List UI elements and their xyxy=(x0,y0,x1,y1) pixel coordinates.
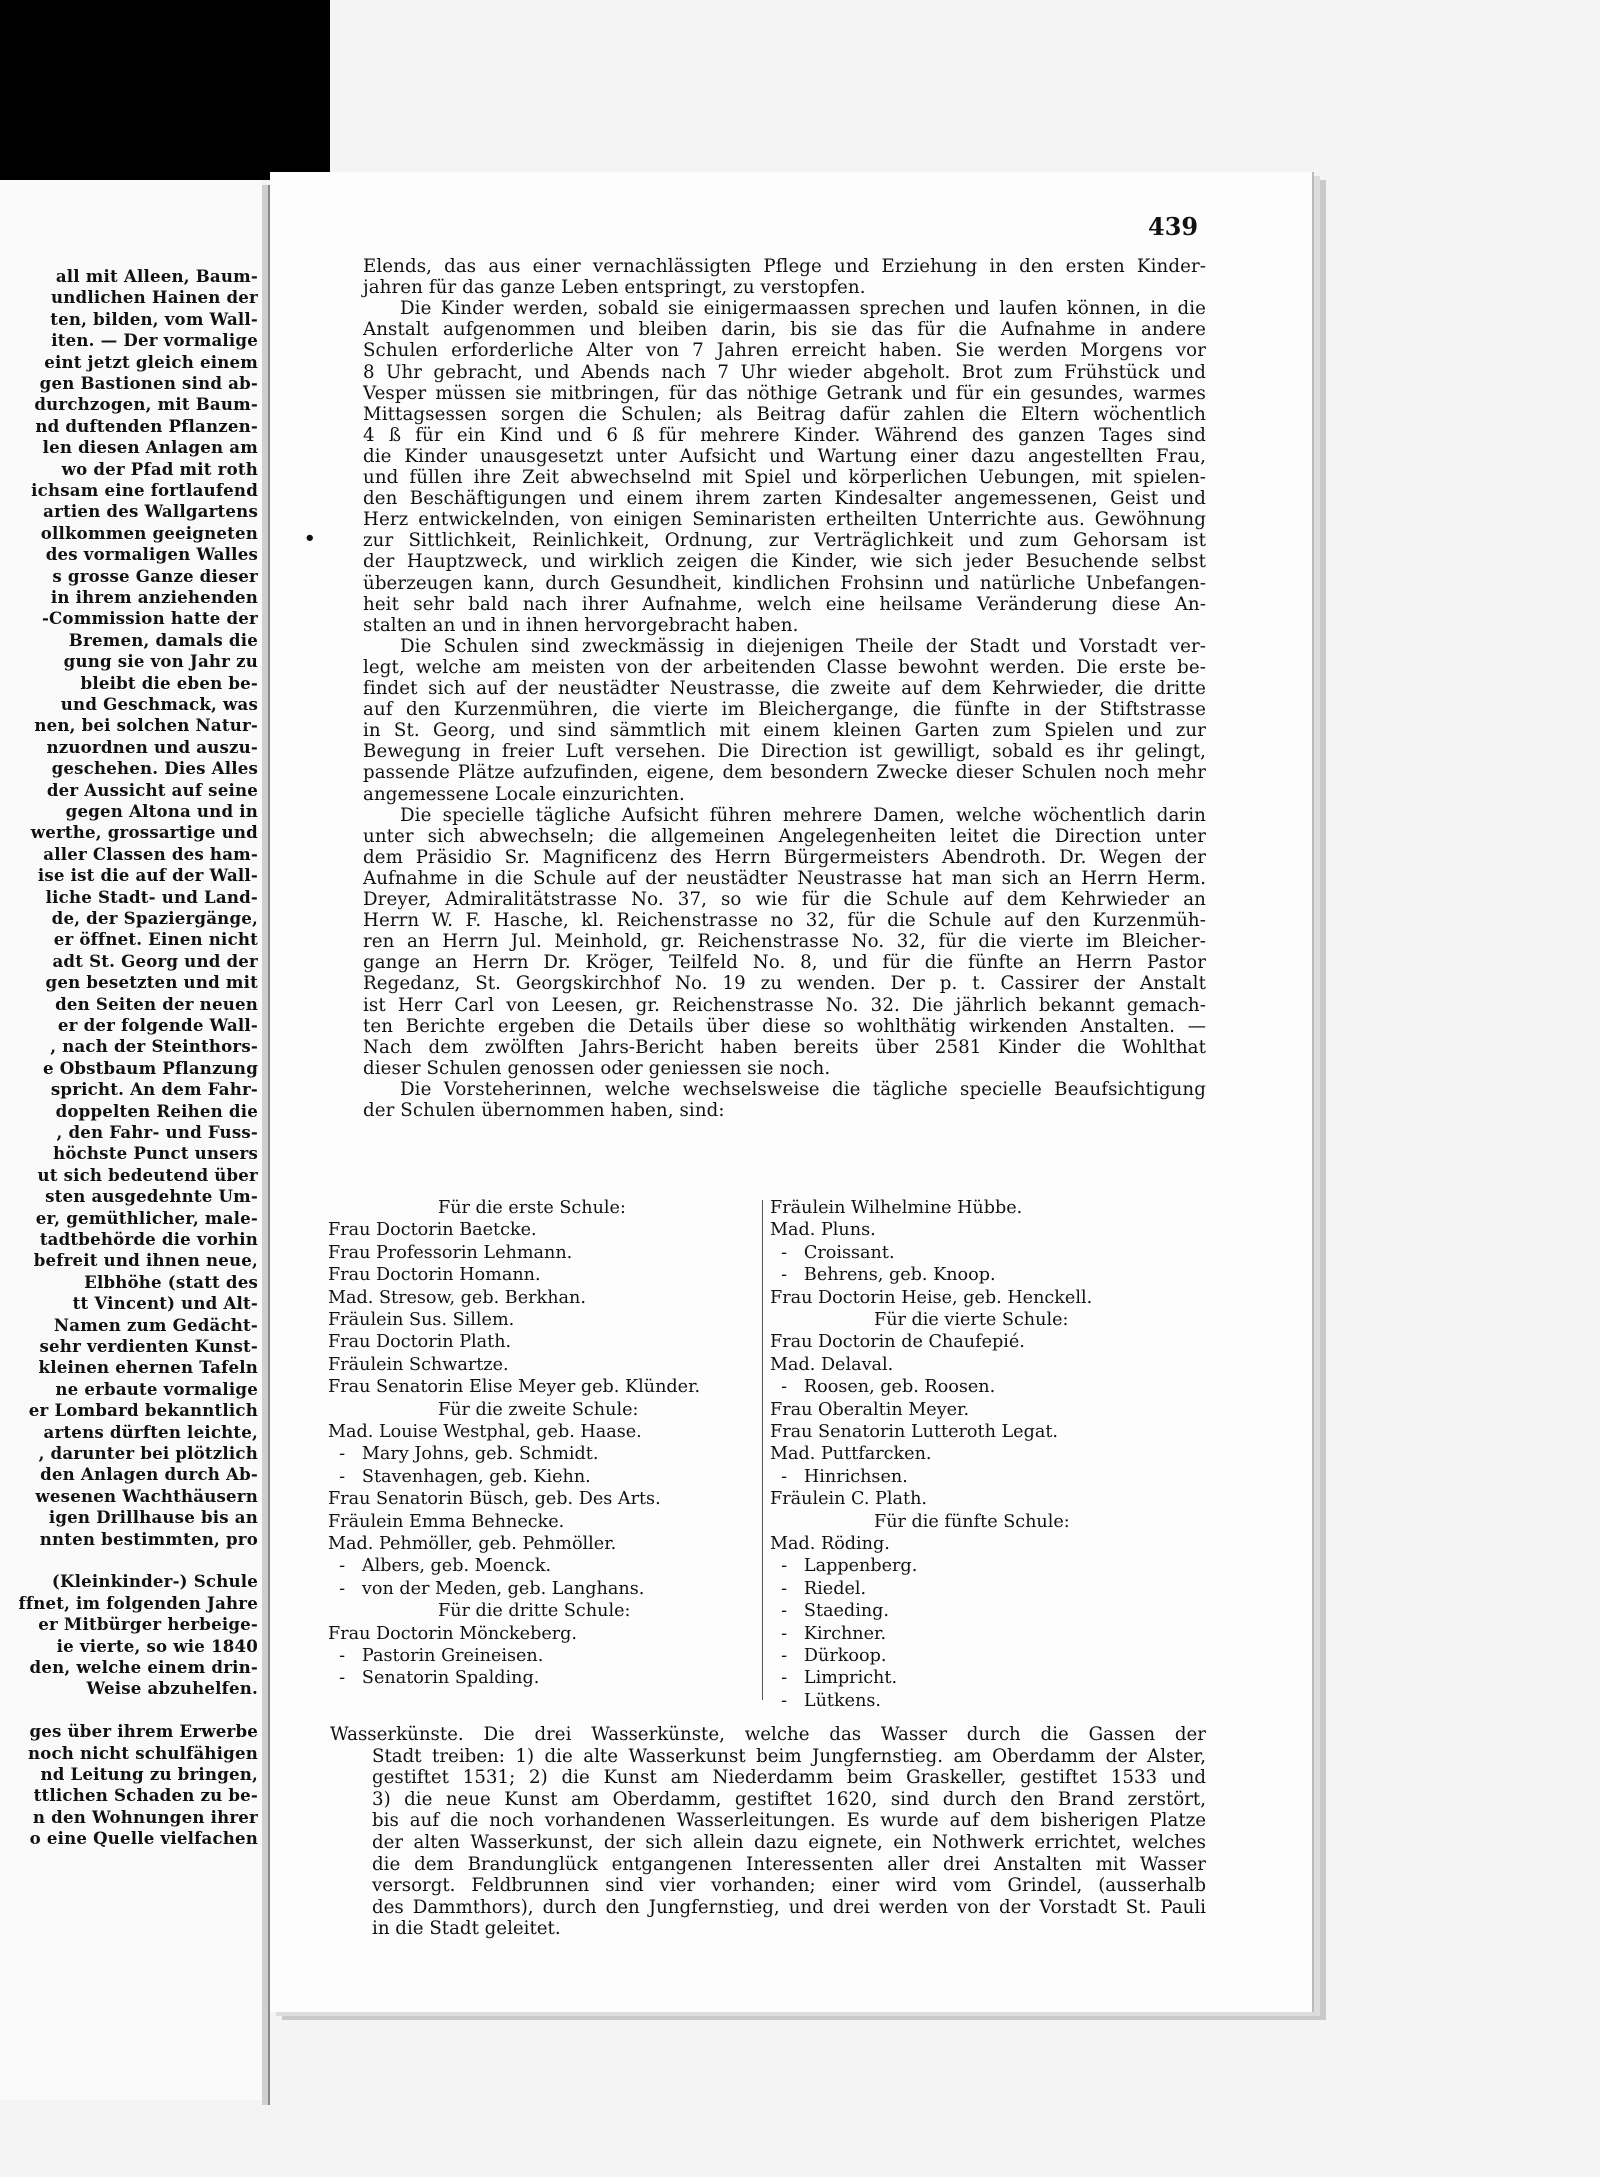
left-page-line: igen Drillhause bis an xyxy=(48,1507,258,1528)
body-line: Herz entwickelnden, von einigen Seminaristen ertheilten Unterrichte aus. Gewöhnung xyxy=(363,509,1206,531)
left-page-line: tt Vincent) und Alt- xyxy=(72,1293,258,1314)
left-page-line: (Kleinkinder-) Schule xyxy=(51,1571,258,1592)
left-page-line: gegen Altona und in xyxy=(65,801,258,821)
body-line: ten Berichte ergeben die Details über diese so wohlthätig wirkenden Anstalten. — xyxy=(363,1015,1206,1037)
body-line: Bewegung in freier Luft versehen. Die Direction ist gewilligt, sobald es ihr gelingt, xyxy=(363,741,1206,763)
body-line: und füllen ihre Zeit abwechselnd mit Spiel und körperlichen Uebungen, mit spielen- xyxy=(363,467,1206,488)
left-page-line: , darunter bei plötzlich xyxy=(38,1443,258,1463)
left-page-line: ffnet, im folgenden Jahre xyxy=(18,1592,258,1613)
body-line: 4 ß für ein Kind und 6 ß für mehrere Kinder. Während des ganzen Tages sind xyxy=(363,424,1206,446)
left-page-line: noch nicht schulfähigen xyxy=(27,1742,258,1763)
left-page-line: undlichen Hainen der xyxy=(50,287,258,308)
left-page-line: Elbhöhe (statt des xyxy=(84,1271,258,1292)
body-line: zur Sittlichkeit, Reinlichkeit, Ordnung, zur Verträglichkeit und zum Gehorsam ist xyxy=(363,530,1206,552)
list-item: - Kirchner. xyxy=(770,1623,887,1644)
list-item: Mad. Louise Westphal, geb. Haase. xyxy=(328,1422,642,1442)
body-line: gange an Herrn Dr. Kröger, Teilfeld No. 8, und für die fünfte an Herrn Pastor xyxy=(363,952,1206,974)
left-page-fragment xyxy=(0,180,262,2100)
left-page-line: ten, bilden, vom Wall- xyxy=(50,308,258,329)
body-line: Die Vorsteherinnen, welche wechselsweise die tägliche specielle Beaufsichtigung xyxy=(400,1078,1206,1100)
left-page-line: ichsam eine fortlaufend xyxy=(31,480,258,500)
left-page-line: all mit Alleen, Baum- xyxy=(55,266,258,286)
list-item: - Dürkoop. xyxy=(770,1646,887,1666)
body-line: auf den Kurzenmühren, die vierte im Bleichergange, die fünfte in der Stiftstrasse xyxy=(363,699,1206,721)
list-item: - von der Meden, geb. Langhans. xyxy=(328,1578,645,1599)
list-item: - Senatorin Spalding. xyxy=(328,1668,540,1689)
list-item: - Stavenhagen, geb. Kiehn. xyxy=(328,1466,591,1487)
left-page-line: Bremen, damals die xyxy=(68,629,258,650)
list-item: Fräulein Schwartze. xyxy=(328,1354,509,1375)
bottom-line: der alten Wasserkunst, der sich allein dazu eignete, ein Nothwerk errichtet, welches xyxy=(372,1832,1206,1853)
left-page-line: s grosse Ganze dieser xyxy=(52,565,258,586)
list-item: Frau Doctorin Homann. xyxy=(328,1265,541,1286)
body-line: heit sehr bald nach ihrer Aufnahme, welch eine heilsame Veränderung diese An- xyxy=(363,593,1206,615)
margin-mark: • xyxy=(304,528,316,549)
left-page-line: den Seiten der neuen xyxy=(55,993,258,1014)
list-item: - Lappenberg. xyxy=(770,1556,918,1577)
left-page-line: nnten bestimmten, pro xyxy=(39,1528,258,1549)
body-line: unter sich abwechseln; die allgemeinen Angelegenheiten leitet die Direction unter xyxy=(363,825,1206,847)
body-line: überzeugen kann, durch Gesundheit, kindlichen Frohsinn und natürliche Unbefangen- xyxy=(363,572,1206,594)
left-page-line: ise ist die auf der Wall- xyxy=(37,865,258,886)
bottom-line: die dem Brandunglück entgangenen Interessenten aller drei Anstalten mit Wasser xyxy=(372,1853,1206,1875)
body-line: Dreyer, Admiralitätstrasse No. 37, so wie für die Schule auf dem Kehrwieder an xyxy=(363,889,1206,910)
left-page-line: des vormaligen Walles xyxy=(45,544,258,565)
left-page-line: er Mitbürger herbeige- xyxy=(38,1614,258,1635)
body-line: der Schulen übernommen haben, sind: xyxy=(363,1100,725,1121)
left-page-line: er Lombard bekanntlich xyxy=(28,1400,258,1421)
bottom-line: gestiftet 1531; 2) die Kunst am Niederdamm beim Graskeller, gestiftet 1533 und xyxy=(372,1767,1206,1789)
list-item: - Behrens, geb. Knoop. xyxy=(770,1265,996,1286)
list-item: Frau Doctorin Heise, geb. Henckell. xyxy=(770,1287,1093,1308)
page-number: 439 xyxy=(1148,212,1199,241)
body-line: passende Plätze aufzufinden, eigene, dem besondern Zwecke dieser Schulen noch mehr xyxy=(363,762,1206,784)
school-heading: Für die zweite Schule: xyxy=(438,1399,639,1420)
left-page-line: -Commission hatte der xyxy=(41,608,258,629)
left-page-line: ges über ihrem Erwerbe xyxy=(29,1721,258,1742)
list-item: Fräulein Emma Behnecke. xyxy=(328,1511,565,1532)
body-line: die Kinder unausgesetzt unter Aufsicht und Wartung einer dazu angestellten Frau, xyxy=(363,445,1206,467)
list-item: Mad. Puttfarcken. xyxy=(770,1444,932,1465)
list-item: Frau Doctorin Mönckeberg. xyxy=(328,1623,578,1644)
list-item: Fräulein Wilhelmine Hübbe. xyxy=(770,1198,1023,1218)
list-item: Mad. Röding. xyxy=(770,1534,890,1554)
list-item: Frau Senatorin Büsch, geb. Des Arts. xyxy=(328,1489,661,1510)
list-item: Mad. Delaval. xyxy=(770,1354,894,1375)
left-page-line: aller Classen des ham- xyxy=(43,843,258,864)
body-line: legt, welche am meisten von der arbeitenden Classe bewohnt werden. Die erste be- xyxy=(363,656,1206,678)
left-page-line: Weise abzuhelfen. xyxy=(86,1678,258,1699)
bottom-line: des Dammthors), durch den Jungfernstieg, und drei werden von der Vorstadt St. Pauli xyxy=(372,1896,1206,1918)
body-line: findet sich auf der neustädter Neustrasse, die zweite auf dem Kehrwieder, die dritte xyxy=(363,678,1206,699)
body-line: Herrn W. F. Hasche, kl. Reichenstrasse no 32, für die Schule auf den Kurzenmüh- xyxy=(363,910,1206,932)
left-page-line: n den Wohnungen ihrer xyxy=(32,1806,258,1827)
bottom-line: Stadt treiben: 1) die alte Wasserkunst beim Jungfernstieg. am Oberdamm der Alster, xyxy=(372,1745,1206,1767)
left-page-line: er öffnet. Einen nicht xyxy=(53,929,258,950)
list-item: - Hinrichsen. xyxy=(770,1466,908,1487)
list-item: - Croissant. xyxy=(770,1242,895,1263)
left-page-line: gen besetzten und mit xyxy=(45,972,258,993)
left-page-line: de, der Spaziergänge, xyxy=(51,908,258,928)
list-item: Mad. Stresow, geb. Berkhan. xyxy=(328,1287,586,1308)
list-item: Frau Oberaltin Meyer. xyxy=(770,1399,970,1420)
school-heading: Für die dritte Schule: xyxy=(438,1601,631,1622)
list-item: - Albers, geb. Moenck. xyxy=(328,1556,552,1577)
list-item: - Mary Johns, geb. Schmidt. xyxy=(328,1444,599,1465)
list-item: Fräulein C. Plath. xyxy=(770,1489,927,1510)
left-page-line: , nach der Steinthors- xyxy=(50,1036,258,1057)
list-item: Mad. Pehmöller, geb. Pehmöller. xyxy=(328,1534,617,1554)
left-page-line: und Geschmack, was xyxy=(60,694,258,714)
left-page-line: ttlichen Schaden zu be- xyxy=(33,1785,258,1806)
left-page-line: durchzogen, mit Baum- xyxy=(34,394,258,415)
body-line: in St. Georg, und sind sämmtlich mit einem kleinen Garten zum Spielen und zur xyxy=(363,720,1206,742)
left-page-line: spricht. An dem Fahr- xyxy=(50,1079,258,1100)
list-item: Frau Senatorin Elise Meyer geb. Klünder. xyxy=(328,1377,701,1398)
left-page-line: kleinen ehernen Tafeln xyxy=(38,1357,258,1378)
list-item: Frau Doctorin Plath. xyxy=(328,1332,512,1353)
body-line: Die Schulen sind zweckmässig in diejenigen Theile der Stadt und Vorstadt ver- xyxy=(400,635,1206,657)
left-page-line: eint jetzt gleich einem xyxy=(44,351,258,372)
bottom-line: Wasserkünste. Die drei Wasserkünste, welche das Wasser durch die Gassen der xyxy=(330,1724,1206,1745)
list-item: - Staeding. xyxy=(770,1601,890,1622)
left-page-line: ollkommen geeigneten xyxy=(40,522,258,543)
list-item: - Roosen, geb. Roosen. xyxy=(770,1377,996,1398)
body-line: Die specielle tägliche Aufsicht führen mehrere Damen, welche wöchentlich darin xyxy=(400,804,1206,826)
left-page-line: adt St. Georg und der xyxy=(52,950,258,971)
bottom-line: in die Stadt geleitet. xyxy=(372,1918,561,1940)
left-page-line: len diesen Anlagen am xyxy=(42,437,258,458)
list-item: - Pastorin Greineisen. xyxy=(328,1646,544,1666)
left-page-line: doppelten Reihen die xyxy=(55,1100,258,1121)
left-page-line: nd duftenden Pflanzen- xyxy=(35,415,258,436)
body-line: angemessene Locale einzurichten. xyxy=(363,783,685,805)
column-divider xyxy=(762,1200,763,1700)
body-line: Mittagsessen sorgen die Schulen; als Beitrag dafür zahlen die Eltern wöchentlich xyxy=(363,403,1206,425)
left-page-line: nen, bei solchen Natur- xyxy=(34,715,258,736)
body-line: Nach dem zwölften Jahrs-Bericht haben bereits über 2581 Kinder die Wohlthat xyxy=(363,1036,1206,1058)
body-line: stalten an und in ihnen hervorgebracht haben. xyxy=(363,614,799,636)
left-page-line: o eine Quelle vielfachen xyxy=(29,1828,258,1849)
left-page-line: tadtbehörde die vorhin xyxy=(39,1229,258,1249)
left-page-line: den Anlagen durch Ab- xyxy=(40,1464,258,1485)
left-page-line: nd Leitung zu bringen, xyxy=(40,1764,258,1784)
left-page-line: in ihrem anziehenden xyxy=(50,587,258,607)
list-item: Mad. Pluns. xyxy=(770,1220,876,1241)
body-line: der Hauptzweck, und wirklich zeigen die Kinder, wie sich jeder Besuchende selbst xyxy=(363,551,1206,573)
body-line: Regedanz, St. Georgskirchhof No. 19 zu wenden. Der p. t. Cassirer der Anstalt xyxy=(363,973,1206,995)
left-page-line: ie vierte, so wie 1840 xyxy=(56,1635,258,1656)
body-line: Die Kinder werden, sobald sie einigermaassen sprechen und laufen können, in die xyxy=(400,298,1206,320)
school-heading: Für die erste Schule: xyxy=(438,1198,626,1218)
left-page-line: der Aussicht auf seine xyxy=(46,779,258,800)
left-page-line: werthe, grossartige und xyxy=(30,822,258,843)
left-page-line: er der folgende Wall- xyxy=(57,1015,258,1035)
list-item: - Limpricht. xyxy=(770,1668,898,1689)
left-page-line: sehr verdienten Kunst- xyxy=(39,1336,258,1356)
left-page-line: den, welche einem drin- xyxy=(29,1657,258,1677)
list-item: Frau Senatorin Lutteroth Legat. xyxy=(770,1422,1059,1442)
body-line: Vesper müssen sie mitbringen, für das nöthige Getrank und für ein gesundes, warmes xyxy=(363,382,1206,404)
left-page-line: ne erbaute vormalige xyxy=(55,1378,258,1399)
left-page-line: sten ausgedehnte Um- xyxy=(45,1186,258,1207)
body-line: jahren für das ganze Leben entspringt, zu verstopfen. xyxy=(363,277,866,299)
list-item: Fräulein Sus. Sillem. xyxy=(328,1310,515,1330)
body-line: ist Herr Carl von Leesen, gr. Reichenstrasse No. 32. Die jährlich bekannt gemach- xyxy=(363,994,1206,1016)
list-item: Frau Doctorin Baetcke. xyxy=(328,1220,537,1241)
bottom-line: bis auf die noch vorhandenen Wasserleitungen. Es wurde auf dem bisherigen Platze xyxy=(372,1810,1206,1832)
bottom-line: versorgt. Feldbrunnen sind vier vorhanden; einer wird vom Grindel, (ausserhalb xyxy=(372,1875,1206,1897)
left-page-line: er, gemüthlicher, male- xyxy=(35,1207,258,1228)
left-page-line: nzuordnen und auszu- xyxy=(46,736,258,757)
left-page-line: wo der Pfad mit roth xyxy=(61,458,258,479)
body-line: Elends, das aus einer vernachlässigten Pflege und Erziehung in den ersten Kinder- xyxy=(363,256,1206,277)
list-item: - Lütkens. xyxy=(770,1690,882,1711)
left-page-line: gen Bastionen sind ab- xyxy=(39,373,258,393)
left-page-line: höchste Punct unsers xyxy=(53,1143,258,1164)
left-page-line: artien des Wallgartens xyxy=(43,501,258,522)
body-line: dieser Schulen genossen oder geniessen sie noch. xyxy=(363,1057,831,1079)
list-item: Frau Professorin Lehmann. xyxy=(328,1242,573,1263)
left-page-line: iten. — Der vormalige xyxy=(51,330,258,351)
school-heading: Für die vierte Schule: xyxy=(874,1310,1069,1330)
left-page-line: befreit und ihnen neue, xyxy=(33,1250,258,1271)
body-line: Schulen erforderliche Alter von 7 Jahren erreicht haben. Sie werden Morgens vor xyxy=(363,340,1206,362)
left-page-line: , den Fahr- und Fuss- xyxy=(56,1122,258,1142)
left-page-line: ut sich bedeutend über xyxy=(37,1164,258,1185)
list-item: Frau Doctorin de Chaufepié. xyxy=(770,1332,1025,1353)
left-page-line: geschehen. Dies Alles xyxy=(51,758,258,779)
scan-black-border xyxy=(0,0,330,180)
body-line: den Beschäftigungen und einem ihrem zarten Kindesalter angemessenen, Geist und xyxy=(363,488,1206,510)
body-line: ren an Herrn Jul. Meinhold, gr. Reichenstrasse No. 32, für die vierte im Bleicher- xyxy=(363,931,1206,953)
school-heading: Für die fünfte Schule: xyxy=(874,1511,1070,1532)
body-line: 8 Uhr gebracht, und Abends nach 7 Uhr wieder abgeholt. Brot zum Frühstück und xyxy=(363,361,1206,383)
left-page-line: artens dürften leichte, xyxy=(43,1421,258,1442)
bottom-line: 3) die neue Kunst am Oberdamm, gestiftet 1620, sind durch den Brand zerstört, xyxy=(372,1788,1206,1810)
body-line: dem Präsidio Sr. Magnificenz des Herrn Bürgermeisters Abendroth. Dr. Wegen der xyxy=(363,846,1206,868)
body-line: Aufnahme in die Schule auf der neustädter Neustrasse hat man sich an Herrn Herm. xyxy=(363,867,1206,889)
left-page-line: wesenen Wachthäusern xyxy=(35,1485,258,1506)
left-page-line: bleibt die eben be- xyxy=(80,672,258,693)
left-page-line: e Obstbaum Pflanzung xyxy=(42,1057,258,1078)
left-page-line: gung sie von Jahr zu xyxy=(63,651,258,672)
left-page-line: liche Stadt- und Land- xyxy=(45,886,258,907)
list-item: - Riedel. xyxy=(770,1578,867,1599)
body-line: Anstalt aufgenommen und bleiben darin, bis sie das für die Aufnahme in andere xyxy=(363,319,1206,341)
left-page-line: Namen zum Gedächt- xyxy=(53,1314,258,1335)
